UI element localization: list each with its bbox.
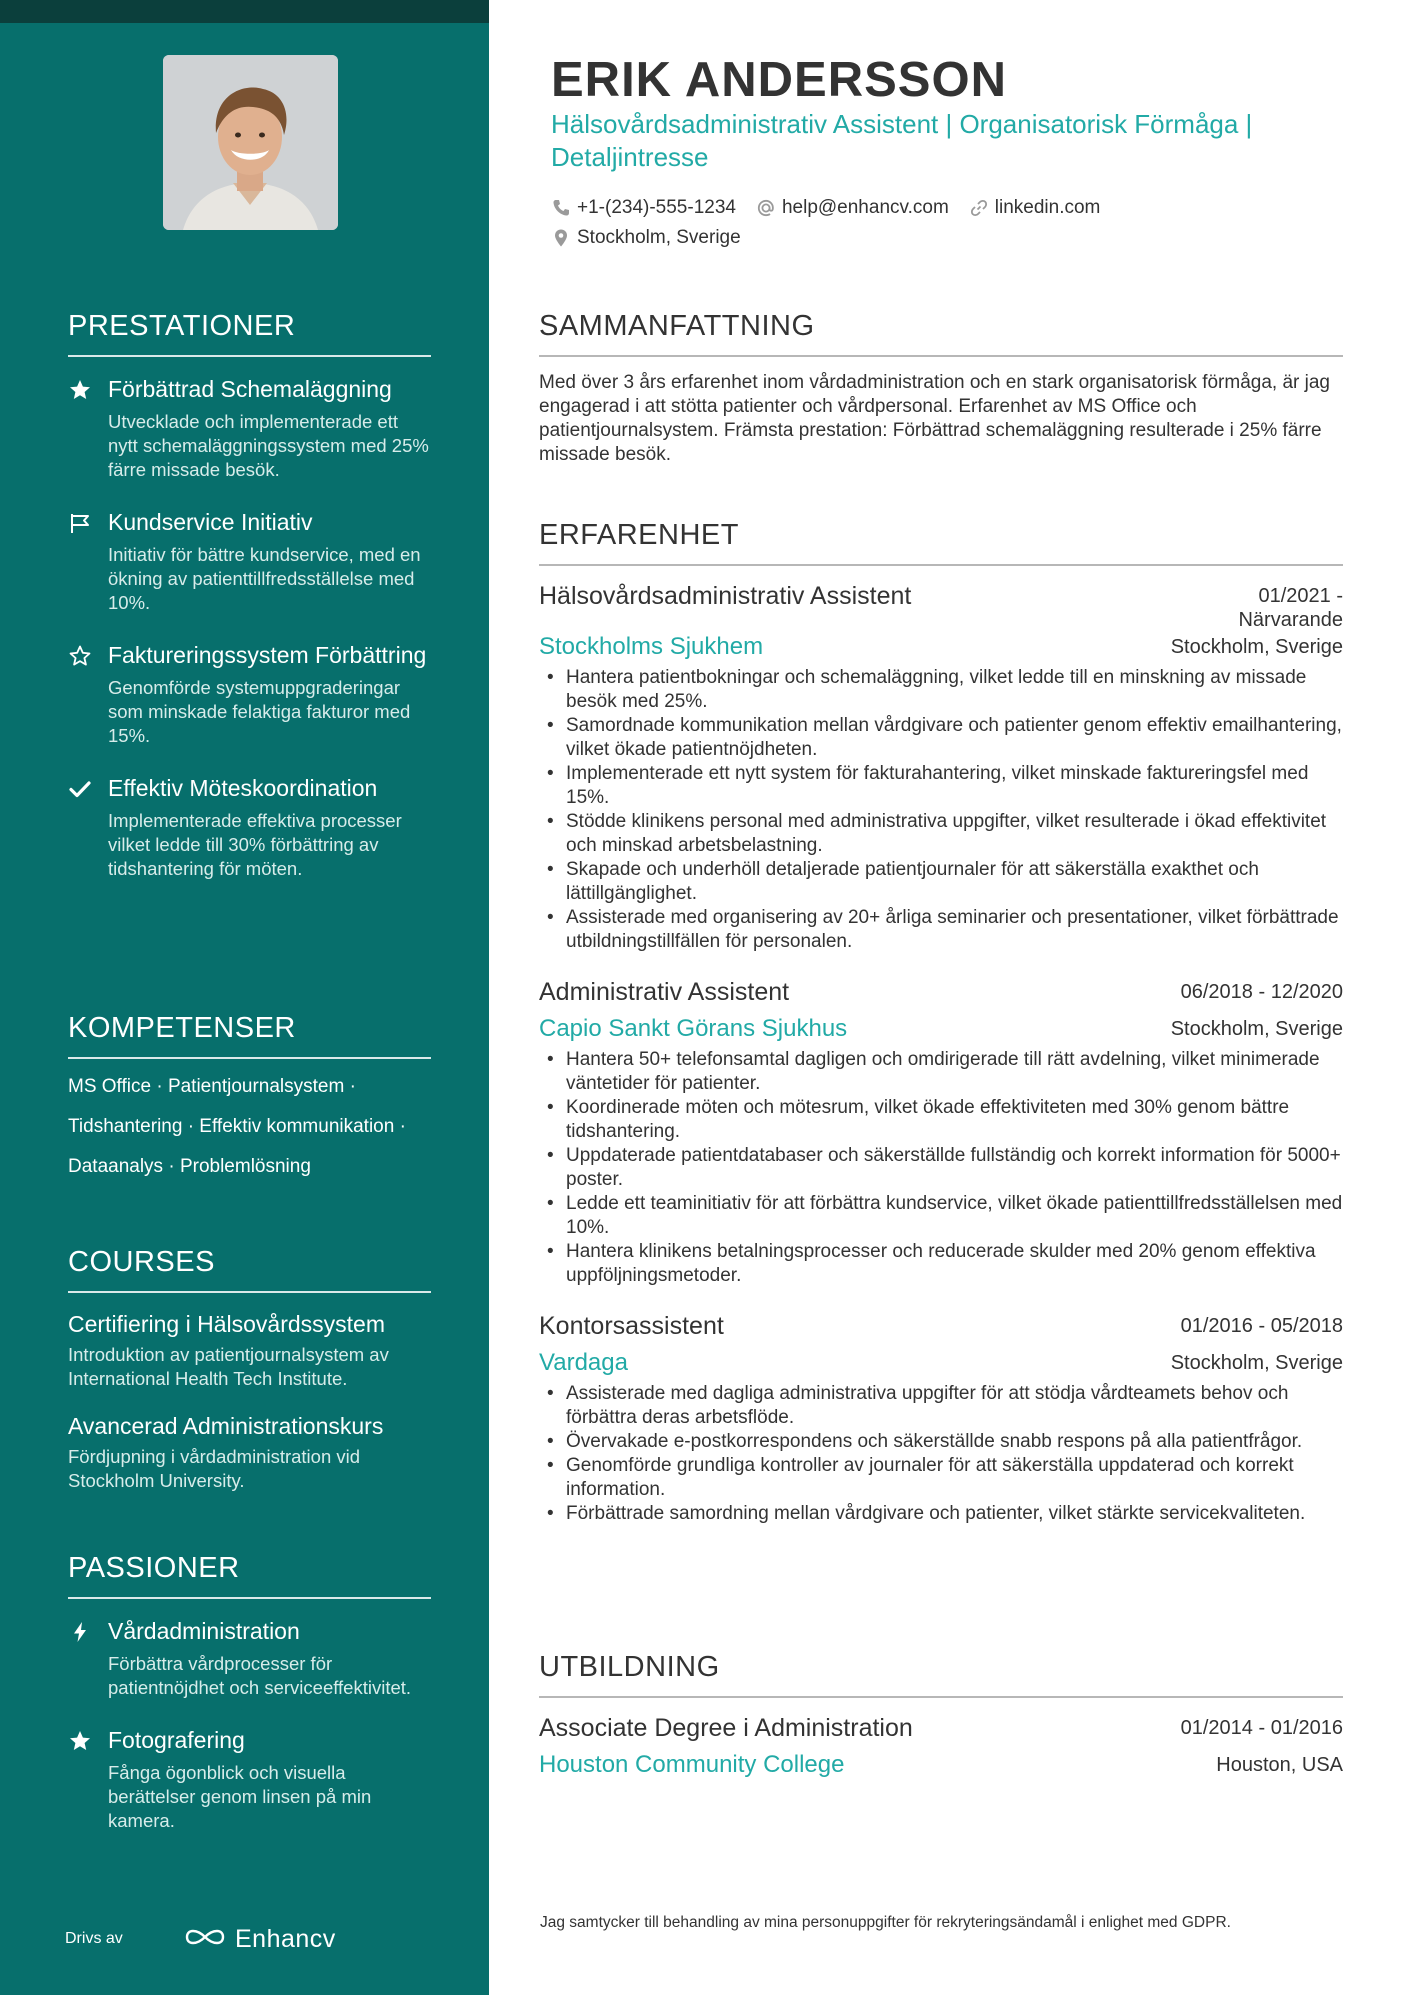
- job-bullet: • Hantera klinikens betalningsprocesser och reducerade skulder med 20% genom effektiva uppföljningsmetoder.: [539, 1240, 1343, 1288]
- job-bullet: • Ledde ett teaminitiativ för att förbättra kundservice, vilket ökade patienttillfredsställelsen med 10%.: [539, 1192, 1343, 1240]
- achievement-title: Faktureringssystem Förbättring: [108, 642, 427, 668]
- profile-photo: [163, 55, 338, 230]
- achievement-title: Kundservice Initiativ: [108, 509, 313, 535]
- candidate-tagline: Hälsovårdsadministrativ Assistent | Organisatorisk Förmåga | Detaljintresse: [551, 109, 1253, 172]
- achievements-heading: PRESTATIONER: [68, 310, 431, 357]
- job-bullet: • Assisterade med organisering av 20+ årliga seminarier och presentationer, vilket förbättrade utbildningstillfällen för personalen.: [539, 906, 1343, 954]
- skills-heading: KOMPETENSER: [68, 1012, 431, 1059]
- summary-section: [539, 310, 1343, 467]
- location-pin-icon: [551, 228, 571, 248]
- job-entry: [539, 580, 1343, 954]
- enhancv-brand-text: Enhancv: [235, 1925, 336, 1953]
- passion-item: [68, 1726, 431, 1833]
- powered-by-label: Drivs av: [65, 1930, 123, 1947]
- job-date: 01/2016 - 05/2018: [1180, 1315, 1343, 1337]
- skills-list: [68, 1067, 431, 1187]
- experience-section: [539, 519, 1343, 1526]
- job-title: Hälsovårdsadministrativ Assistent: [539, 582, 912, 610]
- experience-heading: ERFARENHET: [539, 519, 1343, 566]
- candidate-name: ERIK ANDERSSON: [551, 53, 1007, 107]
- course-title: Certifiering i Hälsovårdssystem: [68, 1311, 385, 1337]
- bolt-icon: [68, 1620, 92, 1644]
- skills-line: MS Office · Patientjournalsystem ·: [68, 1076, 356, 1097]
- achievement-title: Effektiv Möteskoordination: [108, 775, 378, 801]
- enhancv-logo[interactable]: [183, 1925, 336, 1954]
- education-date: 01/2014 - 01/2016: [1180, 1717, 1343, 1739]
- contact-phone[interactable]: [551, 197, 736, 219]
- course-description: Fördjupning i vårdadministration vid Stockholm University.: [68, 1446, 361, 1491]
- job-bullet: • Förbättrade samordning mellan vårdgivare och patienter, vilket stärkte servicekvaliteten.: [539, 1502, 1343, 1526]
- company-name: Capio Sankt Görans Sjukhus: [539, 1015, 848, 1042]
- skills-section: [68, 1012, 431, 1187]
- skills-line: Dataanalys · Problemlösning: [68, 1156, 311, 1177]
- job-bullets: [539, 666, 1343, 954]
- courses-section: [68, 1246, 431, 1493]
- job-location: Stockholm, Sverige: [1170, 1017, 1343, 1040]
- course-description: Introduktion av patientjournalsystem av International Health Tech Institute.: [68, 1344, 389, 1389]
- achievement-item: [68, 375, 431, 482]
- job-title: Administrativ Assistent: [539, 978, 790, 1006]
- job-bullets: [539, 1048, 1343, 1288]
- education-entry: [539, 1712, 1343, 1780]
- email-text: help@enhancv.com: [781, 197, 949, 218]
- gdpr-consent-text: Jag samtycker till behandling av mina personuppgifter för rekryteringsändamål i enlighet med GDPR.: [540, 1914, 1231, 1931]
- job-bullets: [539, 1382, 1343, 1526]
- summary-text: Med över 3 års erfarenhet inom vårdadministration och en stark organisatorisk förmåga, är jag engagerad i att stötta patienter och vårdpersonal. Erfarenhet av MS Office och patientjournalsystem. Främsta prestation: Förbättrad schemaläggning resulterade i 25% färre missade besök.: [539, 372, 1330, 465]
- contact-info: [551, 193, 1341, 253]
- contact-location: [551, 227, 741, 249]
- job-bullet: • Assisterade med dagliga administrativa uppgifter för att stödja vårdteamets behov och förbättra deras arbetsflöde.: [539, 1382, 1343, 1430]
- flag-icon: [68, 511, 92, 535]
- course-title: Avancerad Administrationskurs: [68, 1413, 384, 1439]
- school-name: Houston Community College: [539, 1751, 845, 1778]
- sidebar: [0, 0, 489, 1995]
- skills-line: Tidshantering · Effektiv kommunikation ·: [68, 1116, 406, 1137]
- passion-description: Förbättra vårdprocesser för patientnöjdhet och serviceeffektivitet.: [108, 1653, 412, 1698]
- job-date: 06/2018 - 12/2020: [1180, 981, 1343, 1003]
- phone-text: +1-(234)-555-1234: [577, 197, 736, 218]
- job-entry: [539, 976, 1343, 1288]
- courses-heading: COURSES: [68, 1246, 431, 1293]
- contact-linkedin[interactable]: [969, 197, 1101, 219]
- company-name: Stockholms Sjukhem: [539, 633, 764, 660]
- star-icon: [68, 378, 92, 402]
- passion-item: [68, 1617, 431, 1700]
- passion-title: Fotografering: [108, 1727, 245, 1753]
- avatar-illustration: [163, 55, 338, 230]
- achievement-description: Initiativ för bättre kundservice, med en ökning av patienttillfredsställelse med 10%.: [108, 544, 421, 613]
- achievement-item: [68, 774, 431, 881]
- job-date: [1238, 584, 1343, 632]
- job-bullet: • Stödde klinikens personal med administrativa uppgifter, vilket resulterade i ökad effektivitet och minskad arbetsbelastning.: [539, 810, 1343, 858]
- job-bullet: • Uppdaterade patientdatabaser och säkerställde fullständig och korrekt information för 5000+ poster.: [539, 1144, 1343, 1192]
- job-bullet: • Övervakade e-postkorrespondens och säkerställde snabb respons på alla patientfrågor.: [539, 1430, 1343, 1454]
- passion-description: Fånga ögonblick och visuella berättelser genom linsen på min kamera.: [108, 1762, 372, 1831]
- contact-email[interactable]: [756, 197, 949, 219]
- summary-heading: SAMMANFATTNING: [539, 310, 1343, 357]
- passion-title: Vårdadministration: [108, 1618, 300, 1644]
- degree-title: Associate Degree i Administration: [539, 1714, 913, 1742]
- star-icon: [68, 1729, 92, 1753]
- achievement-title: Förbättrad Schemaläggning: [108, 376, 392, 402]
- job-bullet: • Samordnade kommunikation mellan vårdgivare och patienter genom effektiv emailhantering, vilket ökade patientnöjdheten.: [539, 714, 1343, 762]
- job-date-start: 01/2021 -: [1258, 585, 1343, 607]
- passions-heading: PASSIONER: [68, 1552, 431, 1599]
- enhancv-logo-icon: [183, 1925, 227, 1954]
- education-heading: UTBILDNING: [539, 1651, 1343, 1698]
- job-date-end: Närvarande: [1238, 609, 1343, 631]
- job-bullet: • Genomförde grundliga kontroller av journaler för att säkerställa uppdaterad och korrekt information.: [539, 1454, 1343, 1502]
- linkedin-text: linkedin.com: [994, 197, 1101, 218]
- achievements-section: [68, 310, 431, 881]
- job-entry: [539, 1310, 1343, 1526]
- job-location: Stockholm, Sverige: [1170, 635, 1343, 658]
- achievement-item: [68, 641, 431, 748]
- job-bullet: • Hantera 50+ telefonsamtal dagligen och omdirigerade till rätt avdelning, vilket minimerade väntetider för patienter.: [539, 1048, 1343, 1096]
- star-outline-icon: [68, 644, 92, 668]
- education-location: Houston, USA: [1216, 1753, 1343, 1776]
- location-text: Stockholm, Sverige: [577, 227, 741, 248]
- check-icon: [68, 777, 92, 801]
- job-location: Stockholm, Sverige: [1170, 1351, 1343, 1374]
- job-bullet: • Koordinerade möten och mötesrum, vilket ökade effektiviteten med 30% genom bättre tidshantering.: [539, 1096, 1343, 1144]
- job-bullet: • Implementerade ett nytt system för fakturahantering, vilket minskade faktureringsfel med 15%.: [539, 762, 1343, 810]
- phone-icon: [551, 198, 571, 218]
- sidebar-top-bar: [0, 0, 489, 23]
- achievement-description: Utvecklade och implementerade ett nytt schemaläggningssystem med 25% färre missade besök.: [108, 411, 429, 480]
- link-icon: [969, 198, 989, 218]
- job-bullet: • Hantera patientbokningar och schemaläggning, vilket ledde till en minskning av missade besök med 25%.: [539, 666, 1343, 714]
- passions-section: [68, 1552, 431, 1833]
- achievement-description: Genomförde systemuppgraderingar som minskade felaktiga fakturor med 15%.: [108, 677, 411, 746]
- achievement-item: [68, 508, 431, 615]
- job-title: Kontorsassistent: [539, 1312, 724, 1340]
- job-bullet: • Skapade och underhöll detaljerade patientjournaler för att säkerställa exakthet och lättillgänglighet.: [539, 858, 1343, 906]
- achievement-description: Implementerade effektiva processer vilket ledde till 30% förbättring av tidshantering för möten.: [108, 810, 402, 879]
- at-icon: [756, 198, 776, 218]
- education-section: [539, 1651, 1343, 1780]
- company-name: Vardaga: [539, 1349, 628, 1376]
